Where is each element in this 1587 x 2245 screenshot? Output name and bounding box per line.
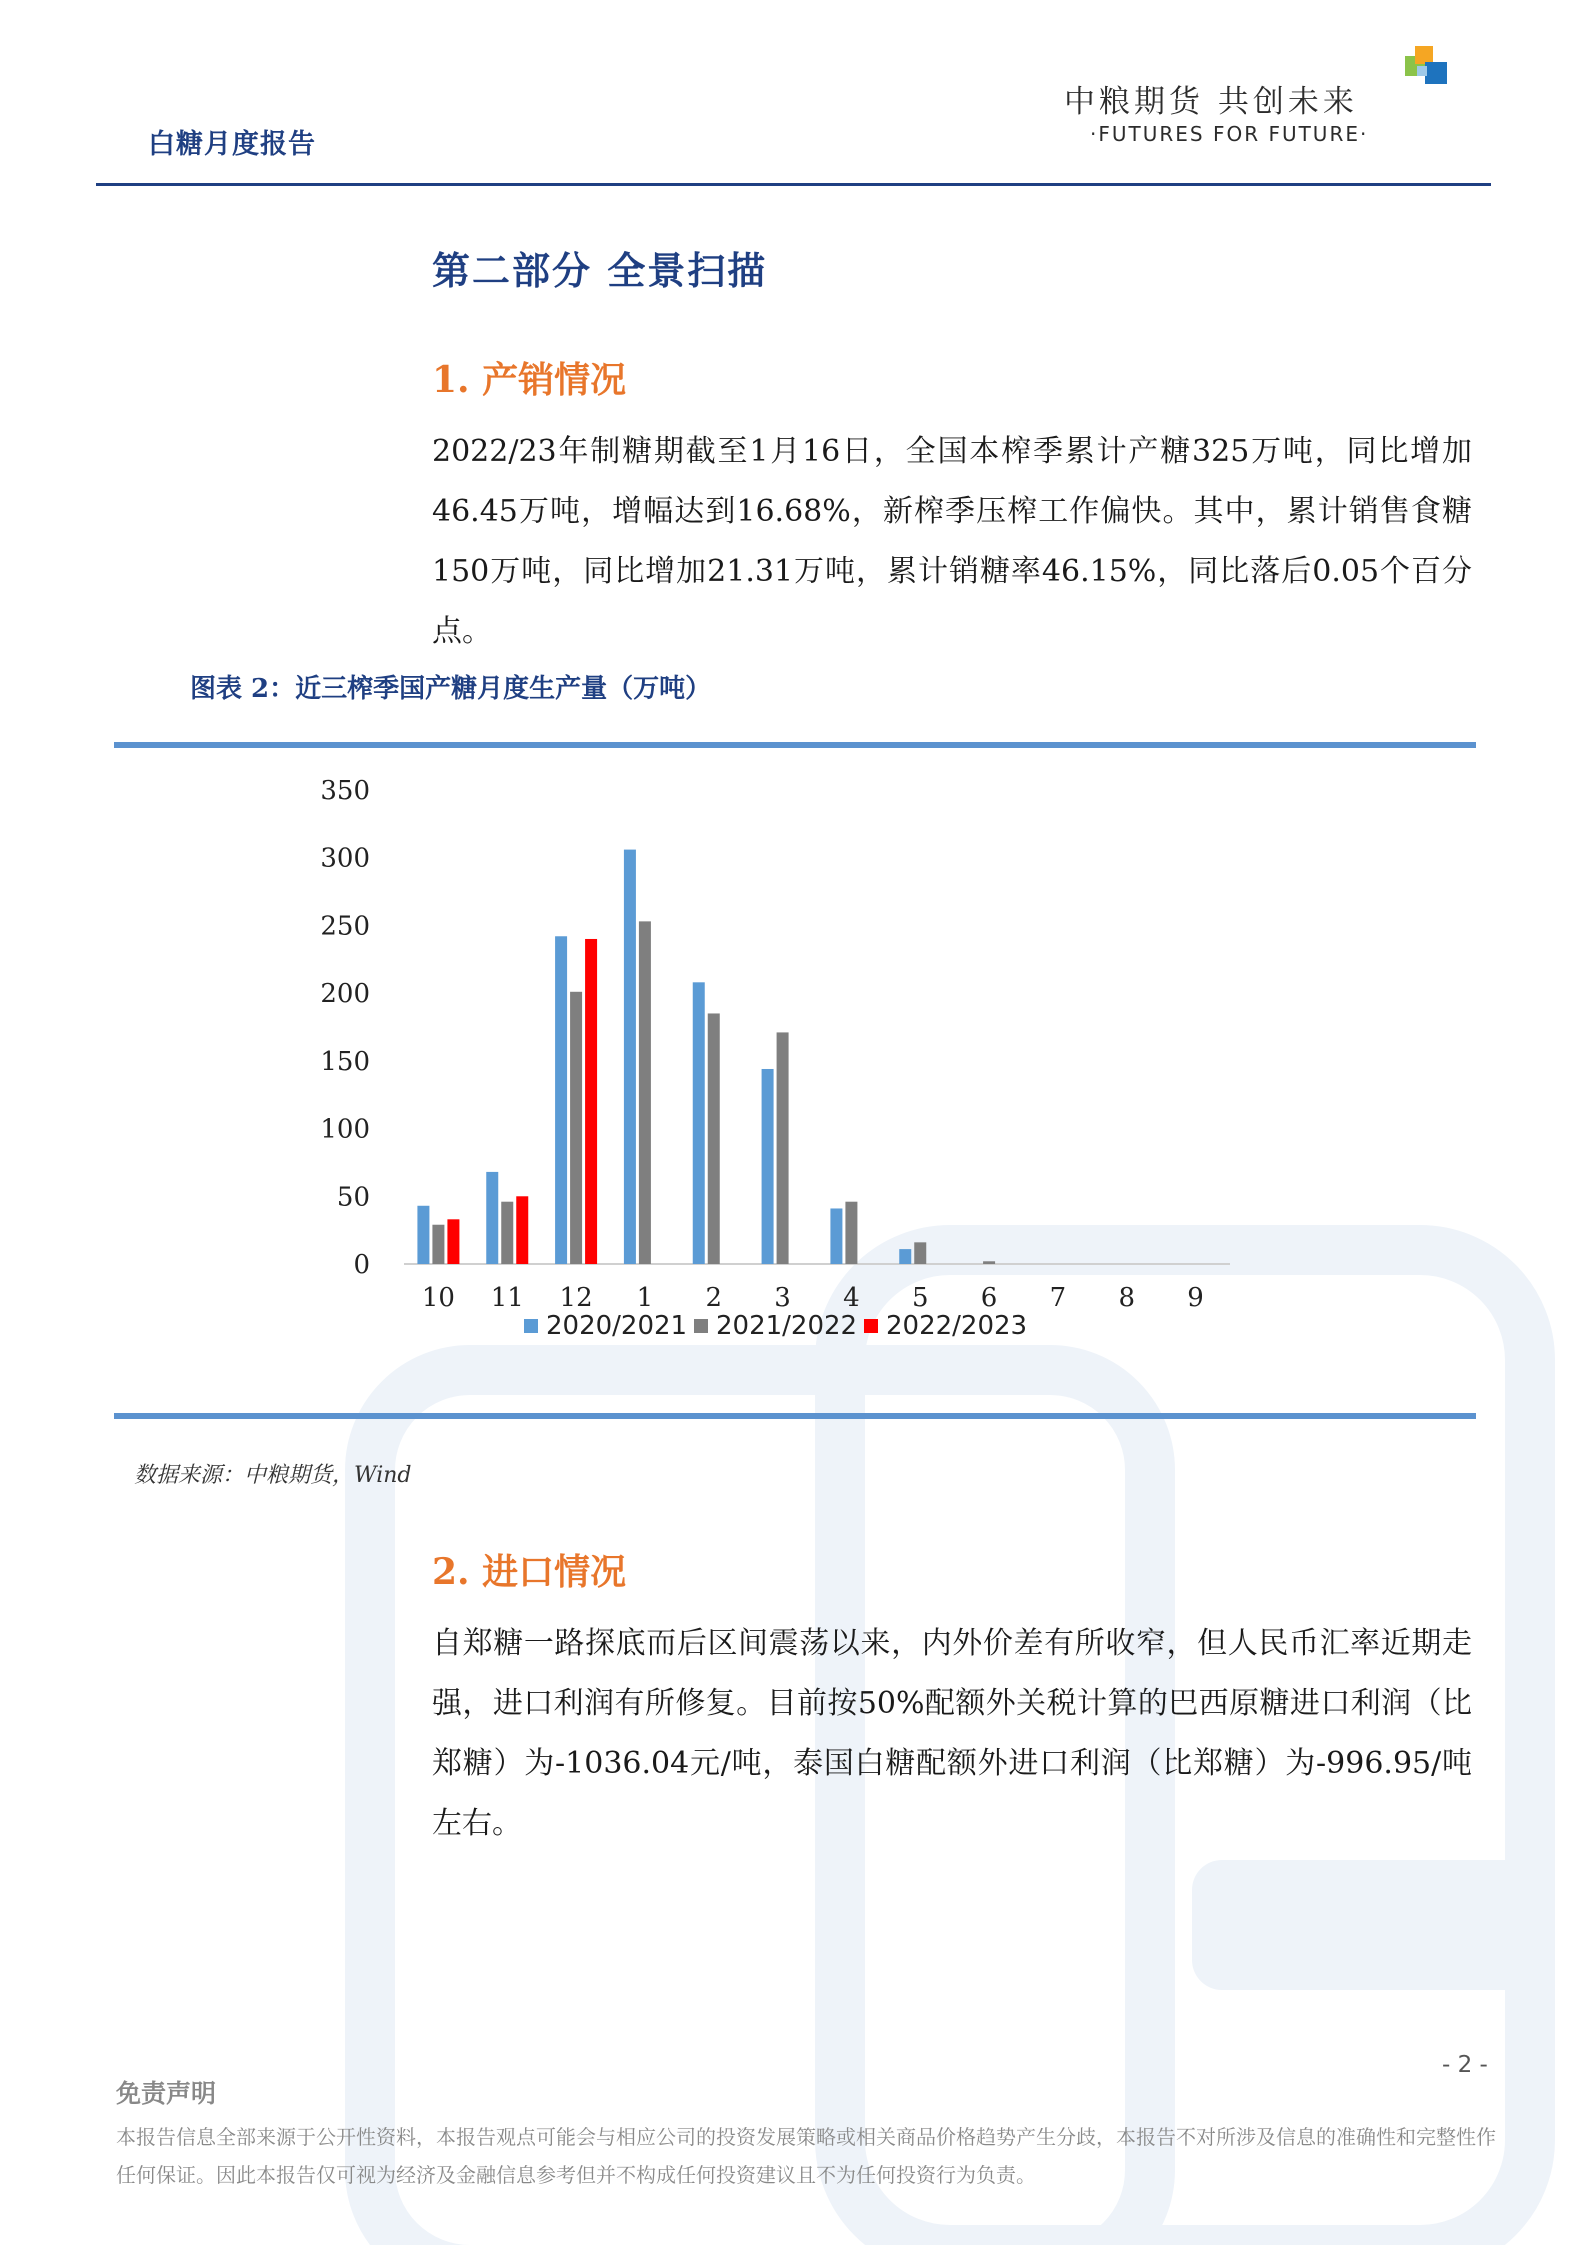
- y-tick-label: 300: [320, 843, 370, 874]
- x-tick-label: 10: [421, 1283, 455, 1313]
- bar-2020-2021-11: [486, 1172, 498, 1264]
- bar-2020-2021-2: [693, 982, 705, 1264]
- legend-swatch: [524, 1319, 538, 1333]
- figure-caption: 图表 2：近三榨季国产糖月度生产量（万吨）: [190, 674, 712, 704]
- x-tick-label: 8: [1118, 1283, 1136, 1313]
- bar-2022-2023-12: [585, 939, 597, 1264]
- x-tick-label: 7: [1049, 1283, 1067, 1313]
- logo-english-text: ·FUTURES FOR FUTURE·: [1090, 122, 1369, 146]
- bar-2021-2022-4: [845, 1202, 857, 1264]
- bar-2022-2023-10: [447, 1219, 459, 1264]
- section-title: 第二部分 全景扫描: [432, 248, 768, 293]
- y-tick-label: 200: [320, 979, 370, 1010]
- x-tick-label: 3: [774, 1283, 791, 1313]
- y-tick-label: 350: [320, 776, 370, 806]
- bar-2022-2023-11: [516, 1196, 528, 1264]
- legend-swatch: [694, 1319, 708, 1333]
- bar-2021-2022-2: [708, 1013, 720, 1264]
- bar-2021-2022-11: [501, 1202, 513, 1264]
- legend-label: 2020/2021: [546, 1311, 688, 1341]
- legend-label: 2022/2023: [886, 1311, 1028, 1341]
- header-divider: [96, 183, 1491, 186]
- legend-swatch: [864, 1319, 878, 1333]
- y-tick-label: 0: [353, 1250, 370, 1280]
- bar-2021-2022-3: [777, 1032, 789, 1264]
- paragraph-sales: 2022/23年制糖期截至1月16日，全国本榨季累计产糖325万吨，同比增加46.45万吨，增幅达到16.68%，新榨季压榨工作偏快。其中，累计销售食糖150万吨，同比增加21.31万吨，累计销糖率46.15%，同比落后0.05个百分点。: [432, 434, 1472, 649]
- figure-bottom-rule: [114, 1413, 1476, 1419]
- x-tick-label: 11: [490, 1283, 524, 1313]
- x-tick-label: 1: [636, 1283, 654, 1313]
- company-logo-icon: [1405, 46, 1457, 98]
- x-tick-label: 6: [980, 1283, 998, 1313]
- figure-top-rule: [114, 742, 1476, 748]
- y-tick-label: 150: [320, 1046, 370, 1077]
- disclaimer-text: 本报告信息全部来源于公开性资料，本报告观点可能会与相应公司的投资发展策略或相关商品价格趋势产生分歧，本报告不对所涉及信息的准确性和完整性作任何保证。因此本报告仅可视为经济及金融信息参考但并不构成任何投资建议且不为任何投资行为负责。: [116, 2125, 1496, 2187]
- logo-chinese-text: 中粮期货 共创未来: [1064, 84, 1358, 120]
- paragraph-import: 自郑糖一路探底而后区间震荡以来，内外价差有所收窄，但人民币汇率近期走强，进口利润有所修复。目前按50%配额外关税计算的巴西原糖进口利润（比郑糖）为-1036.04元/吨，泰国白糖配额外进口利润（比郑糖）为-996.95/吨左右。: [432, 1626, 1472, 1841]
- monthly-production-chart: [300, 760, 1260, 1360]
- bar-2021-2022-5: [914, 1242, 926, 1264]
- figure-source: 数据来源：中粮期货，Wind: [134, 1463, 412, 1488]
- y-tick-label: 100: [320, 1114, 370, 1145]
- y-tick-label: 250: [320, 911, 370, 942]
- bar-2021-2022-12: [570, 992, 582, 1264]
- bar-2020-2021-12: [555, 936, 567, 1264]
- subsection-title-import: 2. 进口情况: [432, 1551, 627, 1593]
- bar-2020-2021-4: [830, 1208, 842, 1264]
- bar-2021-2022-6: [983, 1261, 995, 1264]
- bar-2021-2022-10: [432, 1225, 444, 1264]
- report-title: 白糖月度报告: [148, 129, 316, 160]
- bar-2020-2021-3: [762, 1069, 774, 1264]
- x-tick-label: 4: [843, 1283, 860, 1313]
- bar-2020-2021-10: [417, 1206, 429, 1264]
- bar-2021-2022-1: [639, 921, 651, 1264]
- x-tick-label: 5: [911, 1283, 929, 1313]
- x-tick-label: 9: [1187, 1283, 1204, 1313]
- bar-2020-2021-5: [899, 1249, 911, 1264]
- x-tick-label: 12: [559, 1283, 593, 1313]
- bar-2020-2021-1: [624, 850, 636, 1264]
- x-tick-label: 2: [705, 1283, 723, 1313]
- page-number: - 2 -: [1442, 2052, 1488, 2078]
- subsection-title-sales: 1. 产销情况: [432, 359, 627, 401]
- y-tick-label: 50: [336, 1182, 370, 1213]
- disclaimer-title: 免责声明: [116, 2079, 217, 2108]
- legend-label: 2021/2022: [716, 1311, 858, 1341]
